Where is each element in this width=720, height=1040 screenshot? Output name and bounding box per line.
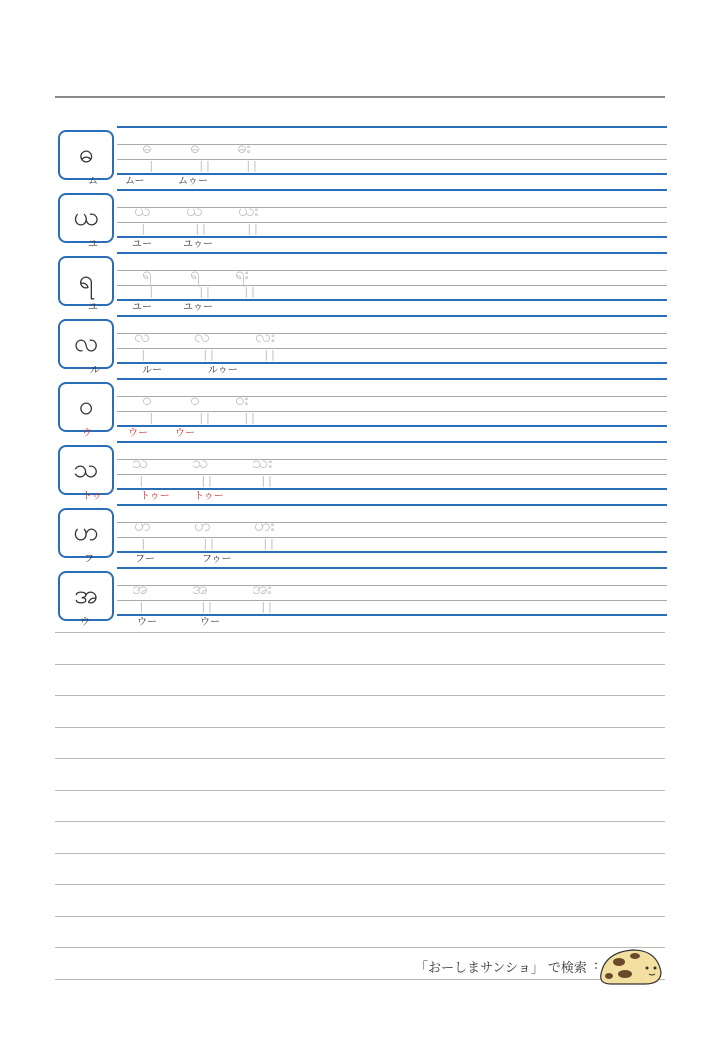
letter-box bbox=[58, 571, 114, 621]
guide-line-blue bbox=[117, 567, 667, 569]
trace-letter: ဓး bbox=[237, 138, 251, 158]
trace-letter: ယ bbox=[134, 201, 151, 221]
guide-line-blue bbox=[117, 236, 667, 238]
trace-letter: ဝး bbox=[235, 390, 249, 410]
guide-line-blue bbox=[117, 488, 667, 490]
guide-line-blue bbox=[117, 362, 667, 364]
trace-letter: ဟ bbox=[194, 516, 211, 536]
kana-reading: フゥー bbox=[202, 554, 232, 565]
guide-line-blue bbox=[117, 425, 667, 427]
guide-line-blue bbox=[117, 173, 667, 175]
trace-letter: အ bbox=[132, 579, 148, 599]
tone-mark: | bbox=[148, 285, 155, 298]
tone-mark: | bbox=[148, 411, 155, 424]
search-hint-text: 「おーしまサンショ」 で検索 bbox=[415, 961, 587, 976]
practice-row bbox=[55, 441, 670, 502]
letter: အ bbox=[74, 579, 98, 610]
tone-mark: || bbox=[260, 474, 274, 487]
guide-line-blue bbox=[117, 551, 667, 553]
practice-row bbox=[55, 315, 670, 376]
ruled-line bbox=[55, 853, 665, 854]
tone-mark: || bbox=[243, 285, 257, 298]
tone-mark: || bbox=[202, 348, 216, 361]
trace-letter: ဓ bbox=[142, 138, 152, 158]
kana-reading: トゥー bbox=[194, 491, 224, 502]
practice-row bbox=[55, 504, 670, 565]
tone-mark: || bbox=[200, 600, 214, 613]
letter: ယ bbox=[73, 201, 99, 232]
letter: ဝ bbox=[78, 390, 94, 421]
kana-reading: ユゥー bbox=[183, 302, 213, 313]
tone-mark: || bbox=[194, 222, 208, 235]
tone-mark: || bbox=[200, 474, 214, 487]
ruled-line bbox=[55, 821, 665, 822]
kana-reading: ウー bbox=[200, 617, 220, 628]
kana-reading: トゥー bbox=[140, 491, 170, 502]
ruled-line bbox=[55, 790, 665, 791]
guide-line-blue bbox=[117, 189, 667, 191]
trace-letter: သ bbox=[192, 453, 209, 473]
guide-line-blue bbox=[117, 252, 667, 254]
tone-mark: || bbox=[198, 285, 212, 298]
trace-letter: လ bbox=[194, 327, 210, 347]
practice-row bbox=[55, 252, 670, 313]
guide-line-blue bbox=[117, 299, 667, 301]
guide-line-blue bbox=[117, 126, 667, 128]
trace-letter: အ bbox=[192, 579, 208, 599]
ruled-line bbox=[55, 758, 665, 759]
trace-letter: ဟး bbox=[254, 516, 275, 536]
tone-mark: || bbox=[198, 159, 212, 172]
kana-reading: ム bbox=[88, 176, 98, 187]
ruled-line bbox=[55, 979, 665, 980]
trace-letter: ယး bbox=[238, 201, 259, 221]
letter-box bbox=[58, 256, 114, 306]
kana-reading: ムゥー bbox=[178, 176, 208, 187]
trace-letter: သး bbox=[252, 453, 273, 473]
tone-mark: || bbox=[262, 537, 276, 550]
trace-letter: ရ bbox=[142, 264, 152, 284]
ruled-line bbox=[55, 695, 665, 696]
kana-reading: フー bbox=[135, 554, 155, 565]
letter-box bbox=[58, 382, 114, 432]
kana-reading: ル bbox=[90, 365, 100, 376]
tone-mark: | bbox=[138, 600, 145, 613]
guide-line-blue bbox=[117, 504, 667, 506]
trace-letter: ဟ bbox=[134, 516, 151, 536]
tone-mark: || bbox=[198, 411, 212, 424]
kana-reading: ウー bbox=[137, 617, 157, 628]
kana-reading: ユゥー bbox=[183, 239, 213, 250]
trace-letter: လး bbox=[255, 327, 276, 347]
tone-mark: | bbox=[148, 159, 155, 172]
tone-mark: || bbox=[246, 222, 260, 235]
kana-reading: ユー bbox=[132, 302, 152, 313]
trace-letter: ရး bbox=[235, 264, 250, 284]
kana-reading: ウ bbox=[80, 617, 90, 628]
salamander-mascot-icon bbox=[595, 944, 665, 988]
trace-letter: လ bbox=[134, 327, 150, 347]
kana-reading: フ bbox=[84, 554, 94, 565]
guide-line-gray bbox=[117, 537, 667, 538]
letter-box bbox=[58, 508, 114, 558]
ruled-line bbox=[55, 664, 665, 665]
kana-reading: ユー bbox=[132, 239, 152, 250]
letter: ရ bbox=[78, 264, 94, 295]
ruled-line bbox=[55, 916, 665, 917]
kana-reading: ウ bbox=[82, 428, 92, 439]
letter: ဟ bbox=[73, 516, 99, 547]
letter-box bbox=[58, 193, 114, 243]
guide-line-blue bbox=[117, 378, 667, 380]
letter: လ bbox=[73, 327, 99, 358]
letter-box bbox=[58, 130, 114, 180]
practice-row bbox=[55, 567, 670, 628]
guide-line-blue bbox=[117, 614, 667, 616]
practice-row bbox=[55, 189, 670, 250]
tone-mark: || bbox=[202, 537, 216, 550]
kana-reading: ルゥー bbox=[208, 365, 238, 376]
trace-letter: ယ bbox=[186, 201, 203, 221]
kana-reading: ルー bbox=[142, 365, 162, 376]
kana-reading: ウー bbox=[128, 428, 148, 439]
ruled-line bbox=[55, 947, 665, 948]
tone-mark: | bbox=[140, 222, 147, 235]
letter-box bbox=[58, 445, 114, 495]
trace-letter: သ bbox=[132, 453, 149, 473]
trace-letter: ဓ bbox=[190, 138, 200, 158]
guide-line-gray bbox=[117, 348, 667, 349]
letter-box bbox=[58, 319, 114, 369]
trace-letter: ရ bbox=[190, 264, 200, 284]
kana-reading: ユ bbox=[88, 302, 98, 313]
tone-mark: || bbox=[260, 600, 274, 613]
ruled-line bbox=[55, 632, 665, 633]
trace-letter: ဝ bbox=[190, 390, 200, 410]
trace-letter: ဝ bbox=[142, 390, 152, 410]
practice-row bbox=[55, 126, 670, 187]
tone-mark: || bbox=[243, 411, 257, 424]
tone-mark: | bbox=[140, 348, 147, 361]
letter: သ bbox=[73, 453, 99, 484]
guide-line-blue bbox=[117, 441, 667, 443]
kana-reading: ウー bbox=[175, 428, 195, 439]
kana-reading: ユ bbox=[88, 239, 98, 250]
letter: ဓ bbox=[78, 138, 94, 169]
kana-reading: トゥ bbox=[82, 491, 102, 502]
guide-line-blue bbox=[117, 315, 667, 317]
tone-mark: | bbox=[140, 537, 147, 550]
practice-row bbox=[55, 378, 670, 439]
ruled-line bbox=[55, 884, 665, 885]
trace-letter: အး bbox=[252, 579, 272, 599]
kana-reading: ムー bbox=[125, 176, 145, 187]
ruled-line bbox=[55, 727, 665, 728]
tone-mark: || bbox=[245, 159, 259, 172]
tone-mark: || bbox=[263, 348, 277, 361]
tone-mark: | bbox=[138, 474, 145, 487]
top-rule bbox=[55, 96, 665, 98]
